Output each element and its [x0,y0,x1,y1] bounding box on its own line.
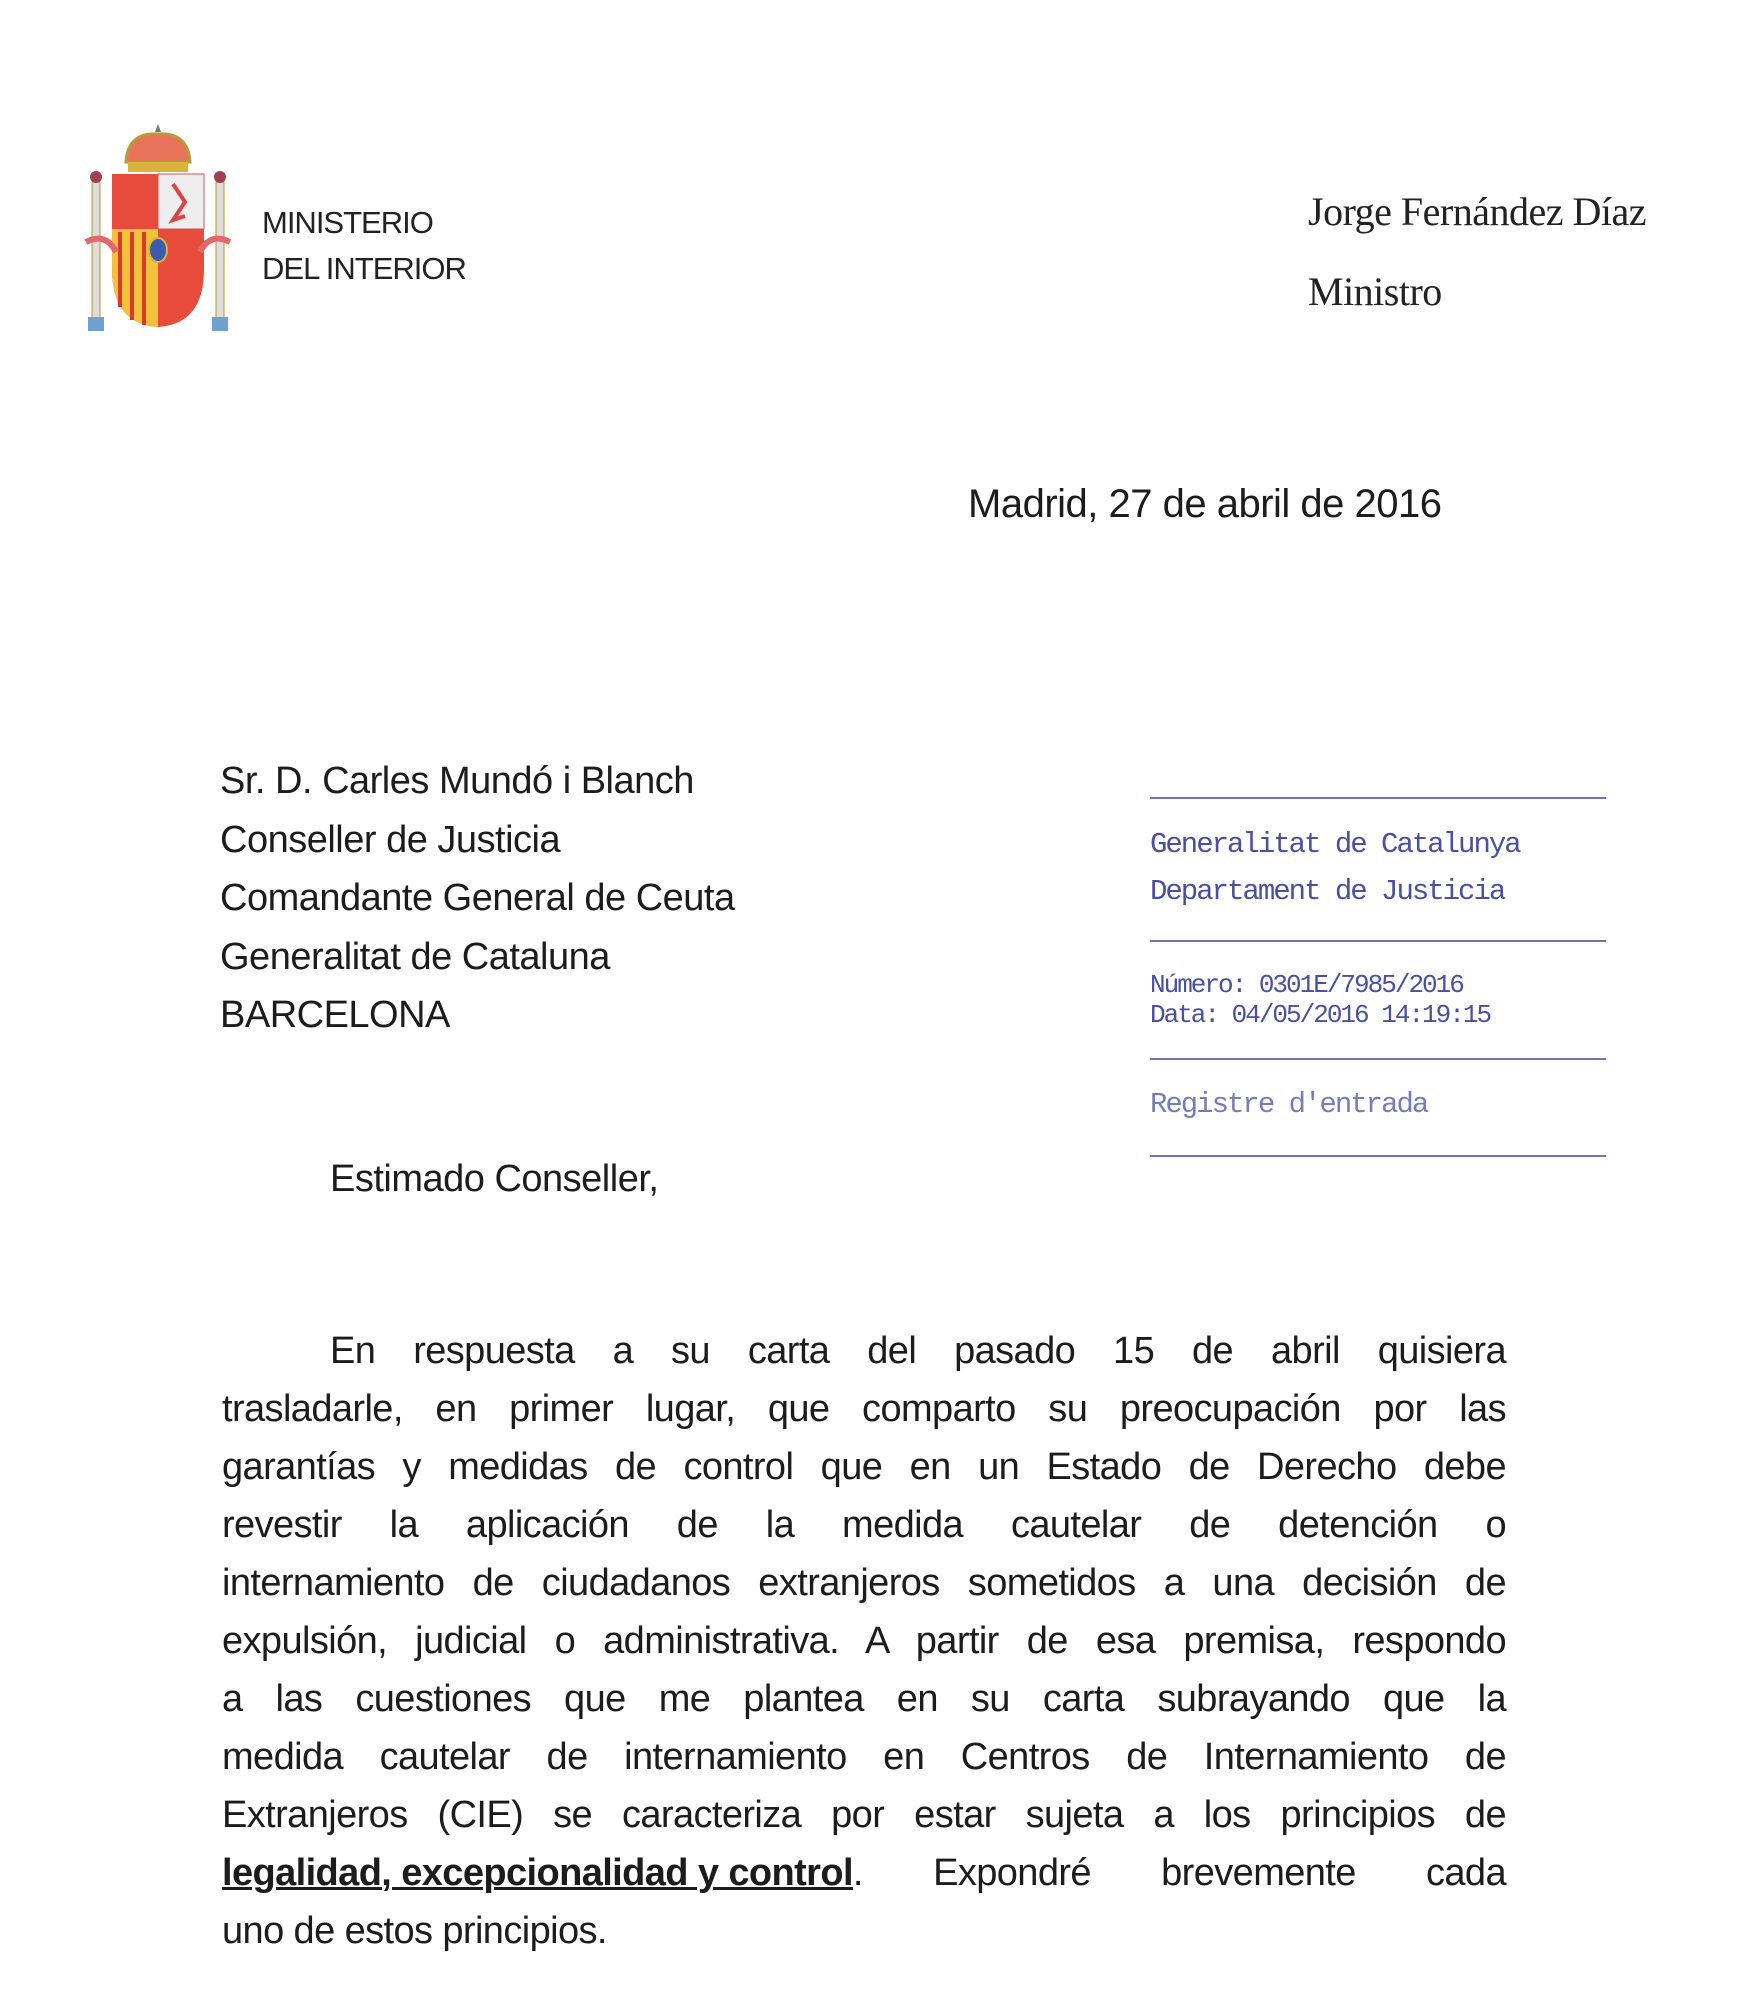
recipient-line: Conseller de Justicia [220,818,561,861]
stamp-divider [1150,940,1606,942]
stamp-number: Número: 0301E/7985/2016 [1150,970,1463,1000]
paragraph-line: En respuesta a su carta del pasado 15 de abril quisiera [330,1330,1506,1372]
paragraph-line: uno de estos principios. [222,1910,607,1952]
paragraph-line: revestir la aplicación de la medida cautelar de detención o [222,1504,1506,1546]
paragraph-line: a las cuestiones que me plantea en su carta subrayando que la [222,1678,1506,1720]
spain-coat-of-arms-logo [78,122,238,337]
recipient-line: Generalitat de Cataluna [220,935,610,978]
stamp-date: Data: 04/05/2016 14:19:15 [1150,1000,1491,1030]
recipient-line: Sr. D. Carles Mundó i Blanch [220,760,694,802]
paragraph-line: internamiento de ciudadanos extranjeros sometidos a una decisión de [222,1562,1506,1604]
stamp-label: Registre d'entrada [1150,1088,1428,1121]
paragraph-line: trasladarle, en primer lugar, que comparto su preocupación por las [222,1388,1506,1430]
minister-title: Ministro [1308,269,1442,314]
emphasized-principles: legalidad, excepcionalidad y control [222,1852,853,1894]
ministry-name [262,200,466,292]
paragraph-line [222,1844,1506,1902]
stamp-divider [1150,1155,1606,1157]
body-paragraph [222,1322,1506,1960]
recipient-address [220,752,735,1045]
ministry-line-1: MINISTERIO [262,205,433,240]
stamp-org: Generalitat de Catalunya [1150,828,1520,861]
stamp-divider [1150,1058,1606,1060]
recipient-line: BARCELONA [220,994,450,1036]
paragraph-text: . Expondré brevemente cada [852,1852,1506,1894]
minister-block [1308,188,1646,348]
paragraph-line: Extranjeros (CIE) se caracteriza por estar sujeta a los principios de [222,1794,1506,1836]
registry-stamp [1150,790,1606,1160]
recipient-line: Comandante General de Ceuta [220,877,735,919]
ministry-line-2: DEL INTERIOR [262,251,466,286]
greeting: Estimado Conseller, [330,1158,659,1200]
paragraph-line: expulsión, judicial o administrativa. A partir de esa premisa, respondo [222,1620,1506,1662]
minister-name: Jorge Fernández Díaz [1308,189,1647,234]
stamp-divider [1150,797,1606,799]
paragraph-line: garantías y medidas de control que en un Estado de Derecho debe [222,1446,1506,1488]
stamp-dept: Departament de Justicia [1150,875,1505,908]
letter-date: Madrid, 27 de abril de 2016 [968,482,1442,526]
paragraph-line: medida cautelar de internamiento en Centros de Internamiento de [222,1736,1506,1778]
